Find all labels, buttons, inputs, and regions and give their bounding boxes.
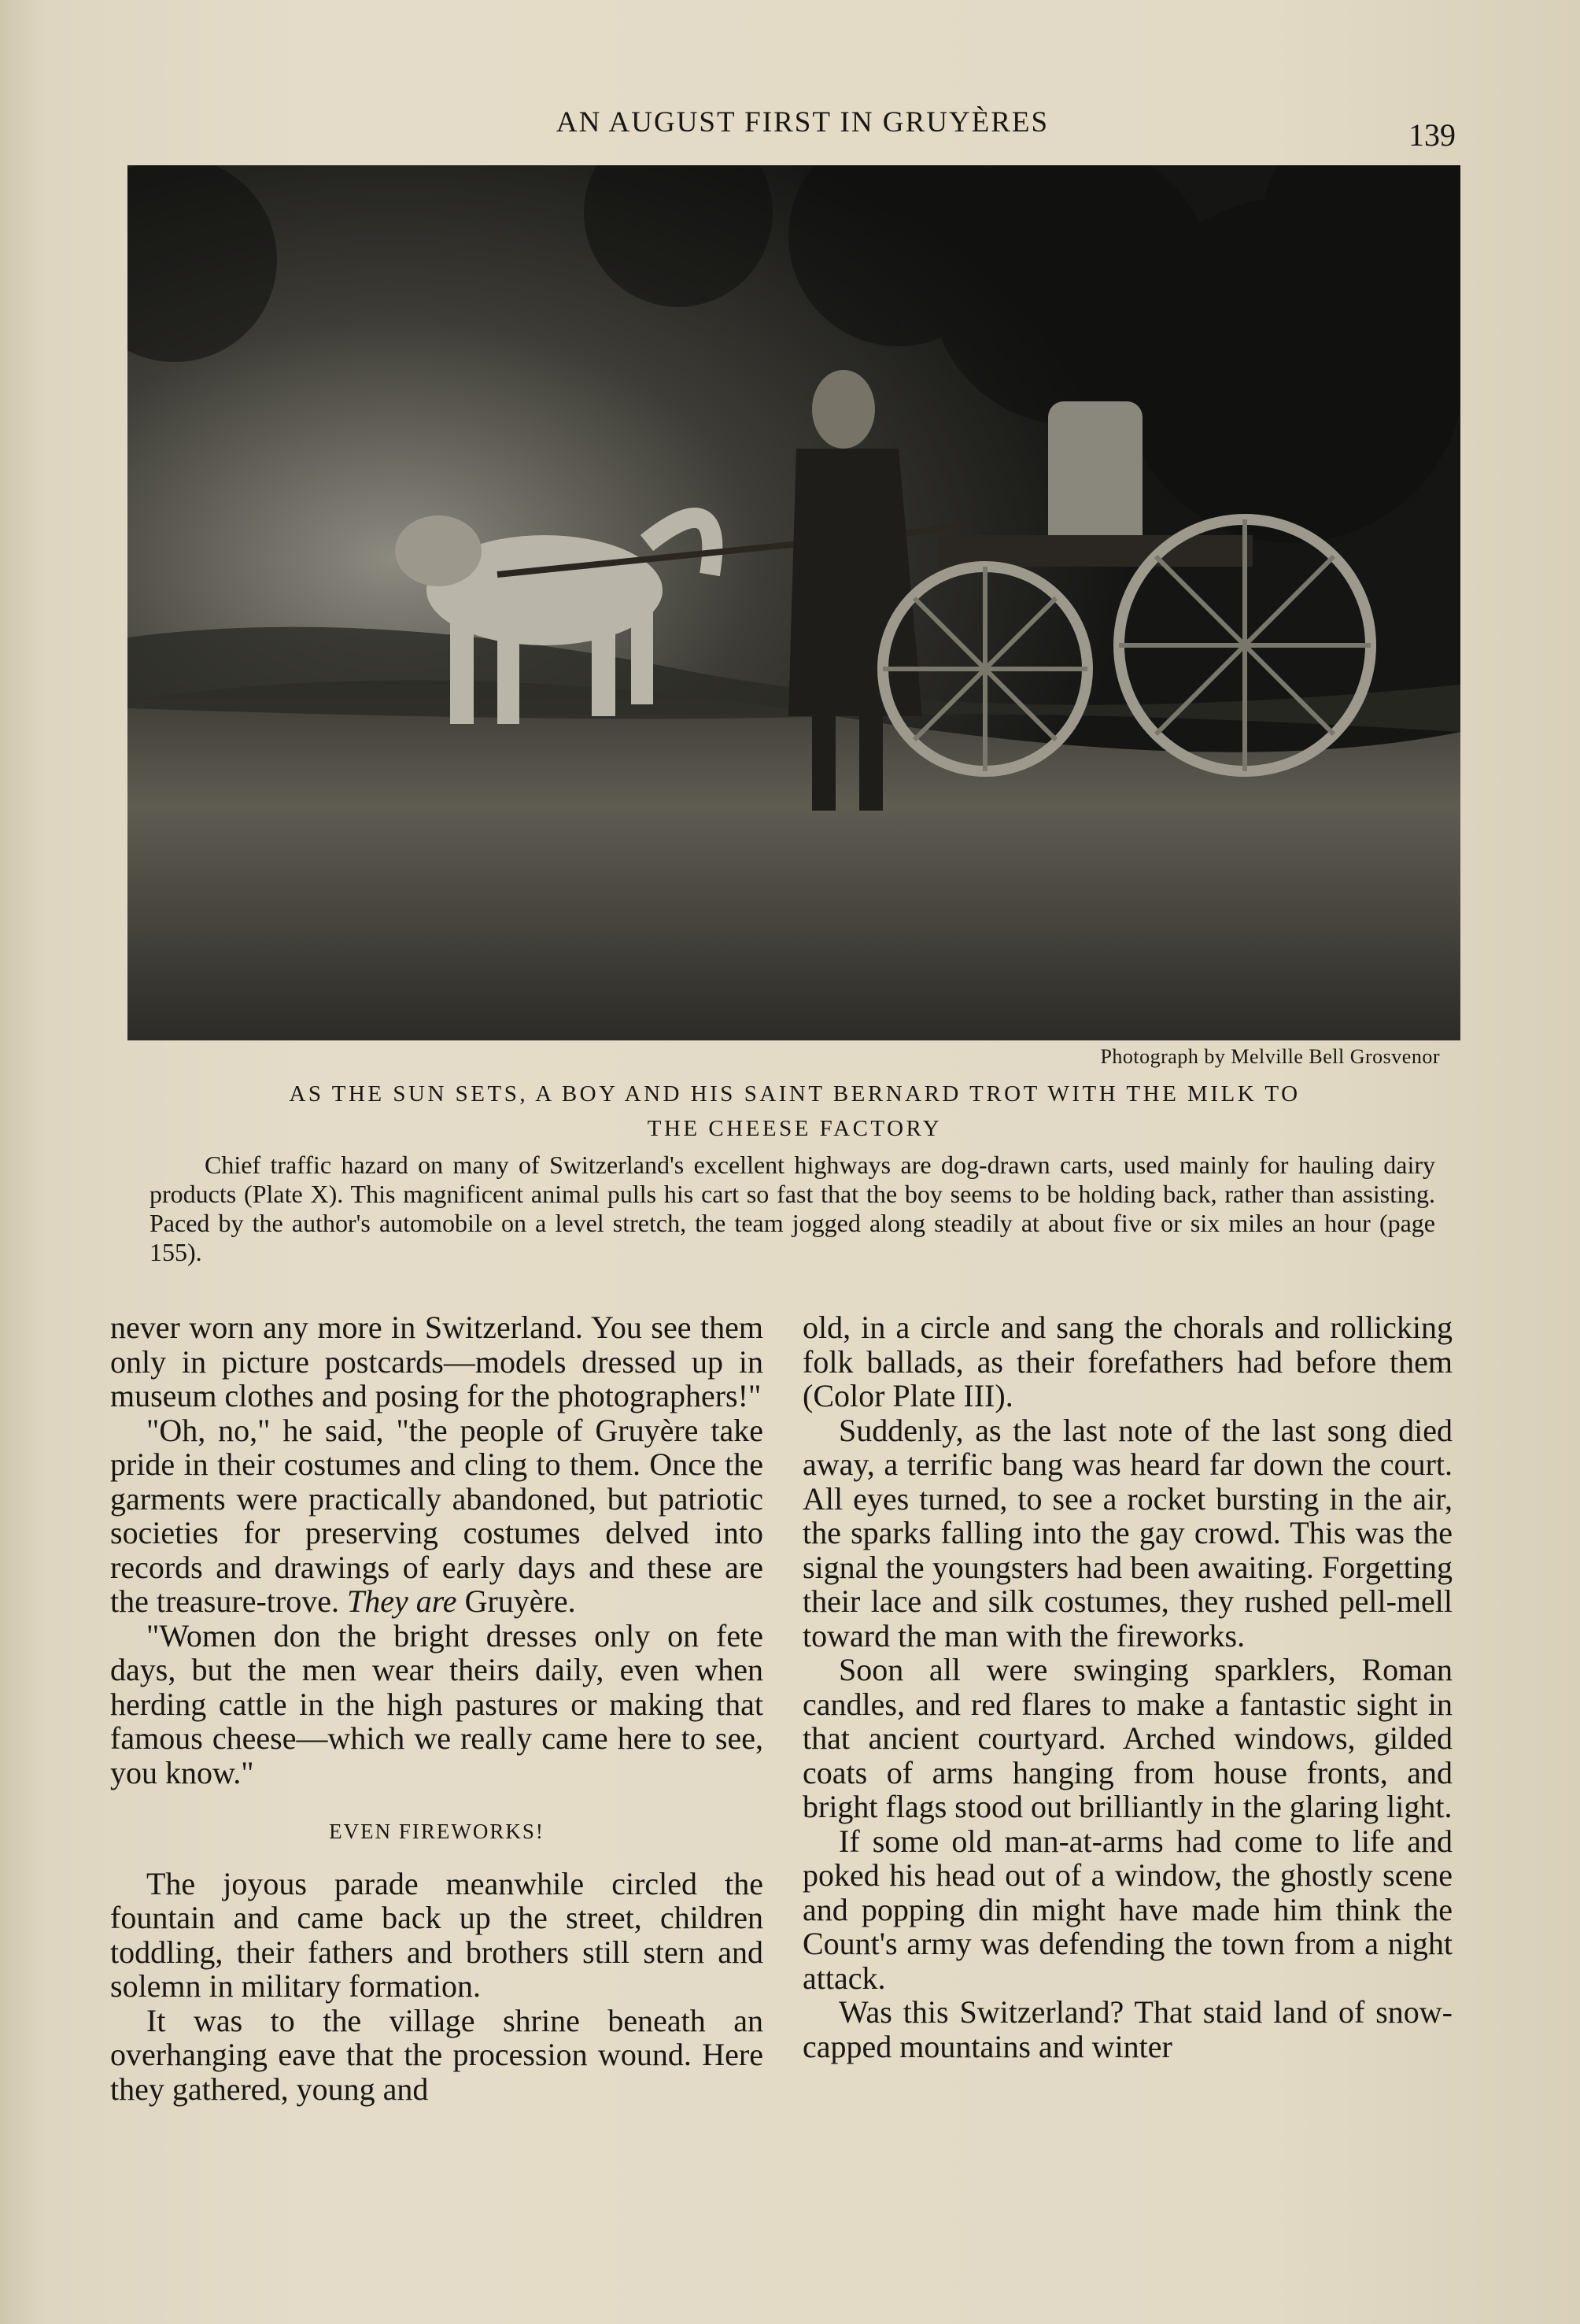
- page-number: 139: [1408, 117, 1456, 153]
- italic-text: They are: [346, 1583, 457, 1619]
- left-column: [110, 1310, 763, 2106]
- paragraph-text: Gruyère.: [464, 1583, 576, 1619]
- photo-headline: [157, 1077, 1432, 1146]
- paragraph-text: "Oh, no," he said, "the people of Gruyère take pride in their costumes and cling to them. Once the garments were practically abandoned, but patriotic societies for preserving costumes delved into records and drawings of early days and these are the treasure-trove.: [110, 1412, 763, 1619]
- photo-caption-text: Chief traffic hazard on many of Switzerland's excellent highways are dog-drawn carts, used mainly for hauling dairy products (Plate X). This magnificent animal pulls his cart so fast that the boy seems to be holding back, rather than assisting. Paced by the author's automobile on a level stretch, the team jogged along steadily at about five or six miles an hour (page 155).: [150, 1151, 1435, 1266]
- paragraph: It was to the village shrine beneath an overhanging eave that the procession wound. Here they gathered, young and: [110, 2002, 763, 2107]
- paragraph: If some old man-at-arms had come to life and poked his head out of a window, the ghostly scene and popping din might have made him think the Count's army was defending the town from a night attack.: [803, 1823, 1453, 1996]
- paragraph: old, in a circle and sang the chorals and rollicking folk ballads, as their forefathers had before them (Color Plate III).: [803, 1310, 1453, 1413]
- photograph-boy-with-saint-bernard-cart: [127, 165, 1460, 1040]
- paragraph: never worn any more in Switzerland. You see them only in picture postcards—models dressed up in museum clothes and posing for the photographers!": [110, 1310, 763, 1413]
- photo-headline-line-2: THE CHEESE FACTORY: [647, 1116, 943, 1141]
- photo-credit: Photograph by Melville Bell Grosvenor: [1100, 1045, 1440, 1068]
- paragraph: [110, 1413, 763, 1619]
- photo-headline-line-1: AS THE SUN SETS, A BOY AND HIS SAINT BERNARD TROT WITH THE MILK TO: [289, 1081, 1301, 1107]
- paragraph: Suddenly, as the last note of the last song died away, a terrific bang was heard far down the court. All eyes turned, to see a rocket bursting in the air, the sparks falling into the gay crowd. This was the signal the youngsters had been awaiting. Forgetting their lace and silk costumes, they rushed pell-mell toward the man with the fireworks.: [803, 1412, 1453, 1653]
- section-subhead: EVEN FIREWORKS!: [329, 1820, 545, 1843]
- photo-caption: [150, 1151, 1435, 1267]
- paragraph: "Women don the bright dresses only on fete days, but the men wear theirs daily, even when herding cattle in the high pastures or making that famous cheese—which we really came here to see, you know.": [110, 1617, 763, 1790]
- right-column: [803, 1310, 1453, 2064]
- paragraph: The joyous parade meanwhile circled the fountain and came back up the street, children toddling, their fathers and brothers still stern and solemn in military formation.: [110, 1865, 763, 2004]
- running-title: AN AUGUST FIRST IN GRUYÈRES: [556, 106, 1050, 139]
- paragraph: Was this Switzerland? That staid land of snow-capped mountains and winter: [803, 1994, 1453, 2064]
- paragraph: Soon all were swinging sparklers, Roman candles, and red flares to make a fantastic sight in that ancient courtyard. Arched windows, gilded coats of arms hanging from house fronts, and bright flags stood out brilliantly in the glaring light.: [803, 1652, 1453, 1824]
- photo-illustration: [127, 165, 1460, 1040]
